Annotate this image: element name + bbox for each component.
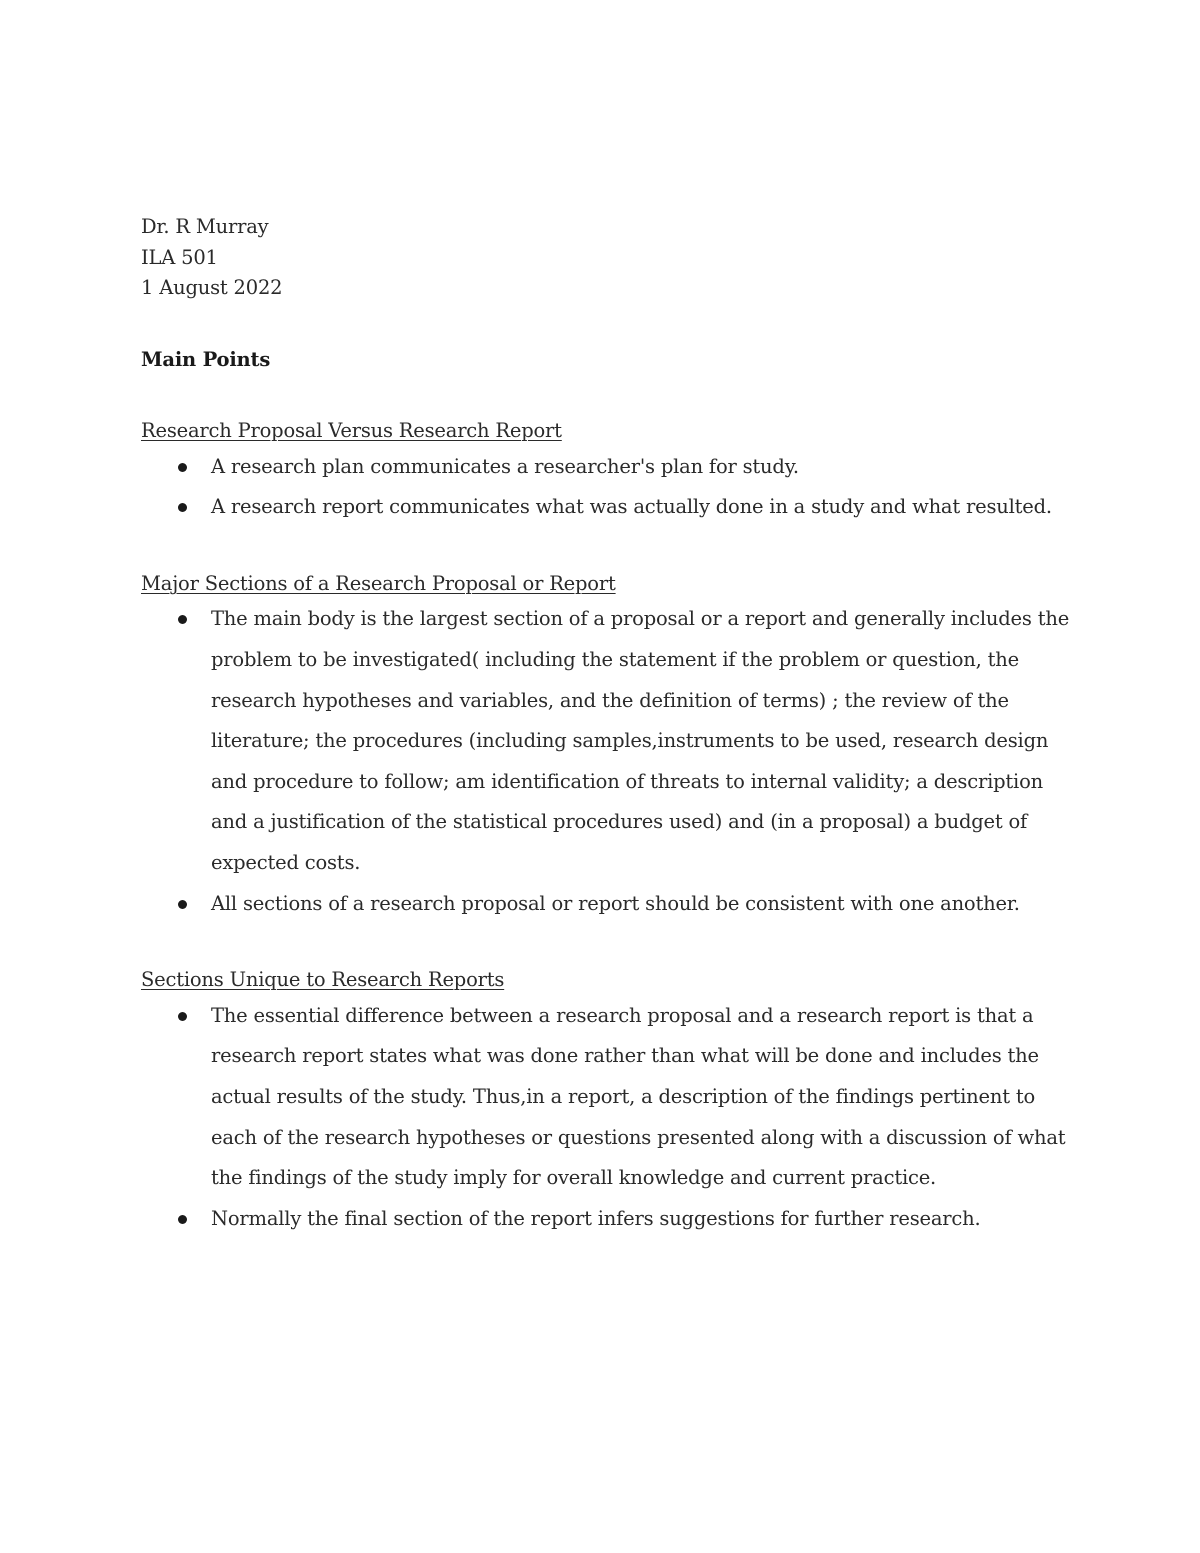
list-item: [141, 447, 1071, 488]
list-item-text: The main body is the largest section of a proposal or a report and generally includes the problem to be investigated( including the statement if the problem or question, the research hypotheses and variables, and the definition of terms) ; the review of the literature; the procedures (including samples,instruments to be used, research design and procedure to follow; am identification of threats to internal validity; a description and a justification of the statistical procedures used) and (in a proposal) a budget of expected costs.: [211, 607, 1070, 874]
list-item: [141, 996, 1071, 1199]
list-item: [141, 1199, 1071, 1240]
instructor-name: Dr. R Murray: [141, 215, 269, 238]
bullet-list: [141, 447, 1071, 528]
list-item-text: A research report communicates what was actually done in a study and what resulted.: [211, 495, 1052, 519]
list-item-text: The essential difference between a research proposal and a research report is that a research report states what was done rather than what will be done and includes the actual results of the study. Thus,in a report, a description of the findings pertinent to each of the research hypotheses or questions presented along with a discussion of what the findings of the study imply for overall knowledge and current practice.: [211, 1003, 1066, 1190]
section-title: Sections Unique to Research Reports: [141, 968, 505, 992]
list-item: [141, 487, 1071, 528]
document-title: Main Points: [141, 348, 271, 372]
section-title: Research Proposal Versus Research Report: [141, 418, 562, 442]
section-unique-to-reports: [141, 965, 1071, 1239]
section-title: Major Sections of a Research Proposal or Report: [141, 571, 616, 595]
bullet-list: [141, 599, 1071, 924]
course-code: ILA 501: [141, 245, 218, 269]
bullet-icon: [178, 615, 187, 624]
list-item: [141, 884, 1071, 925]
bullet-icon: [178, 1012, 187, 1021]
bullet-icon: [178, 503, 187, 512]
list-item-text: A research plan communicates a researcher's plan for study.: [211, 454, 799, 478]
document-date: 1 August 2022: [141, 276, 283, 300]
section-proposal-vs-report: [141, 416, 1071, 528]
bullet-icon: [178, 1215, 187, 1224]
section-major-sections: [141, 569, 1071, 924]
bullet-icon: [178, 463, 187, 472]
bullet-icon: [178, 900, 187, 909]
list-item-text: All sections of a research proposal or report should be consistent with one another.: [211, 891, 1020, 915]
bullet-list: [141, 996, 1071, 1240]
list-item: [141, 599, 1071, 883]
list-item-text: Normally the final section of the report infers suggestions for further research.: [211, 1206, 981, 1230]
document-page: [141, 212, 1071, 1239]
